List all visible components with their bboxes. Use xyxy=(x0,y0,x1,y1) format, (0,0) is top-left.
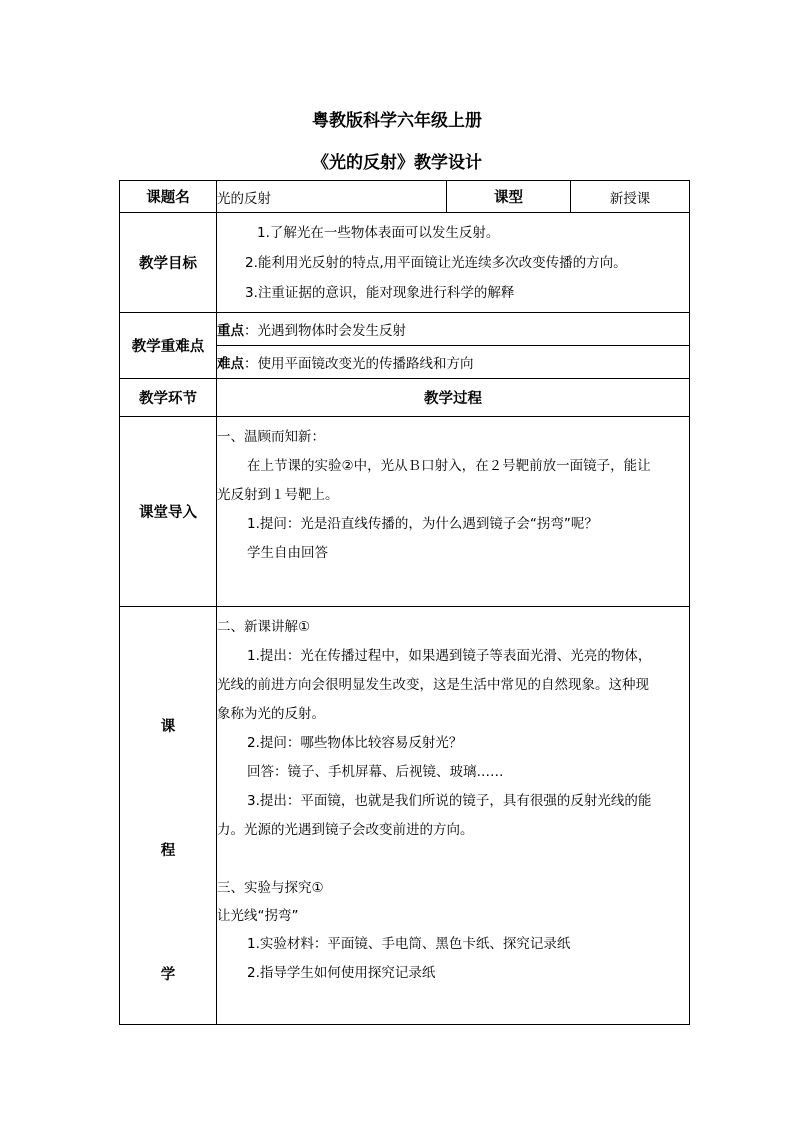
intro-line: 在上节课的实验②中，光从Ｂ口射入，在２号靶前放一面镜子，能让 xyxy=(247,458,651,474)
objective-item: 3.注重证据的意识，能对现象进行科学的解释 xyxy=(245,284,515,301)
intro-line: 一、温顾而知新： xyxy=(217,429,325,445)
intro-line: 学生自由回答 xyxy=(247,545,328,561)
course-row xyxy=(120,607,690,1025)
blank-line xyxy=(217,845,689,874)
process-header-row xyxy=(120,379,690,417)
lesson-plan-table xyxy=(119,180,690,1025)
type-label: 课型 xyxy=(447,181,571,213)
document-subtitle: 《光的反射》教学设计 xyxy=(312,153,482,173)
course-line: 二、新课讲解① xyxy=(217,619,311,635)
intro-content xyxy=(217,417,690,607)
focus-label: 重点 xyxy=(217,323,244,339)
course-label-char: 课 xyxy=(160,719,176,735)
objectives-cell xyxy=(217,213,690,313)
course-line: 象称为光的反射。 xyxy=(217,706,325,722)
course-line: 2.提问：哪些物体比较容易反射光？ xyxy=(247,735,463,751)
focus-cell xyxy=(217,313,690,346)
course-line: 1.提出：光在传播过程中，如果遇到镜子等表面光滑、光亮的物体， xyxy=(247,648,652,664)
course-line: 回答：镜子、手机屏幕、后视镜、玻璃…… xyxy=(247,764,504,780)
difficulty-cell xyxy=(217,346,690,379)
course-line: 2.指导学生如何使用探究记录纸 xyxy=(247,965,436,981)
stage-header: 教学环节 xyxy=(120,379,217,417)
topic-row xyxy=(120,181,690,213)
course-label xyxy=(120,607,217,1025)
type-value: 新授课 xyxy=(571,181,690,213)
course-line: 力。光源的光遇到镜子会改变前进的方向。 xyxy=(217,822,474,838)
course-content xyxy=(217,607,690,1025)
intro-label: 课堂导入 xyxy=(120,417,217,607)
intro-line: 光反射到１号靶上。 xyxy=(217,487,339,503)
process-header: 教学过程 xyxy=(217,379,690,417)
objectives-label: 教学目标 xyxy=(120,213,217,313)
key-points-label: 教学重难点 xyxy=(120,313,217,379)
difficulty-text: ：使用平面镜改变光的传播路线和方向 xyxy=(244,356,474,372)
topic-label: 课题名 xyxy=(120,181,217,213)
course-line: 1.实验材料：平面镜、手电筒、黑色卡纸、探究记录纸 xyxy=(247,936,571,952)
focus-text: ：光遇到物体时会发生反射 xyxy=(244,323,406,339)
document-title: 粤教版科学六年级上册 xyxy=(312,111,482,131)
course-line: 光线的前进方向会很明显发生改变，这是生活中常见的自然现象。这种现 xyxy=(217,677,649,693)
course-label-char: 程 xyxy=(160,843,176,859)
objective-item: 1.了解光在一些物体表面可以发生反射。 xyxy=(257,224,500,241)
difficulty-label: 难点 xyxy=(217,356,244,372)
objective-item: 2.能利用光反射的特点,用平面镜让光连续多次改变传播的方向。 xyxy=(245,254,627,271)
course-line: 3.提出：平面镜，也就是我们所说的镜子，具有很强的反射光线的能 xyxy=(247,793,652,809)
course-line: 让光线“拐弯” xyxy=(217,908,299,924)
intro-line: 1.提问：光是沿直线传播的，为什么遇到镜子会“拐弯”呢？ xyxy=(247,516,598,532)
key-point-row xyxy=(120,313,690,346)
course-label-char: 学 xyxy=(160,967,176,983)
topic-value: 光的反射 xyxy=(217,181,447,213)
objectives-row xyxy=(120,213,690,313)
intro-row xyxy=(120,417,690,607)
course-line: 三、实验与探究① xyxy=(217,880,324,896)
